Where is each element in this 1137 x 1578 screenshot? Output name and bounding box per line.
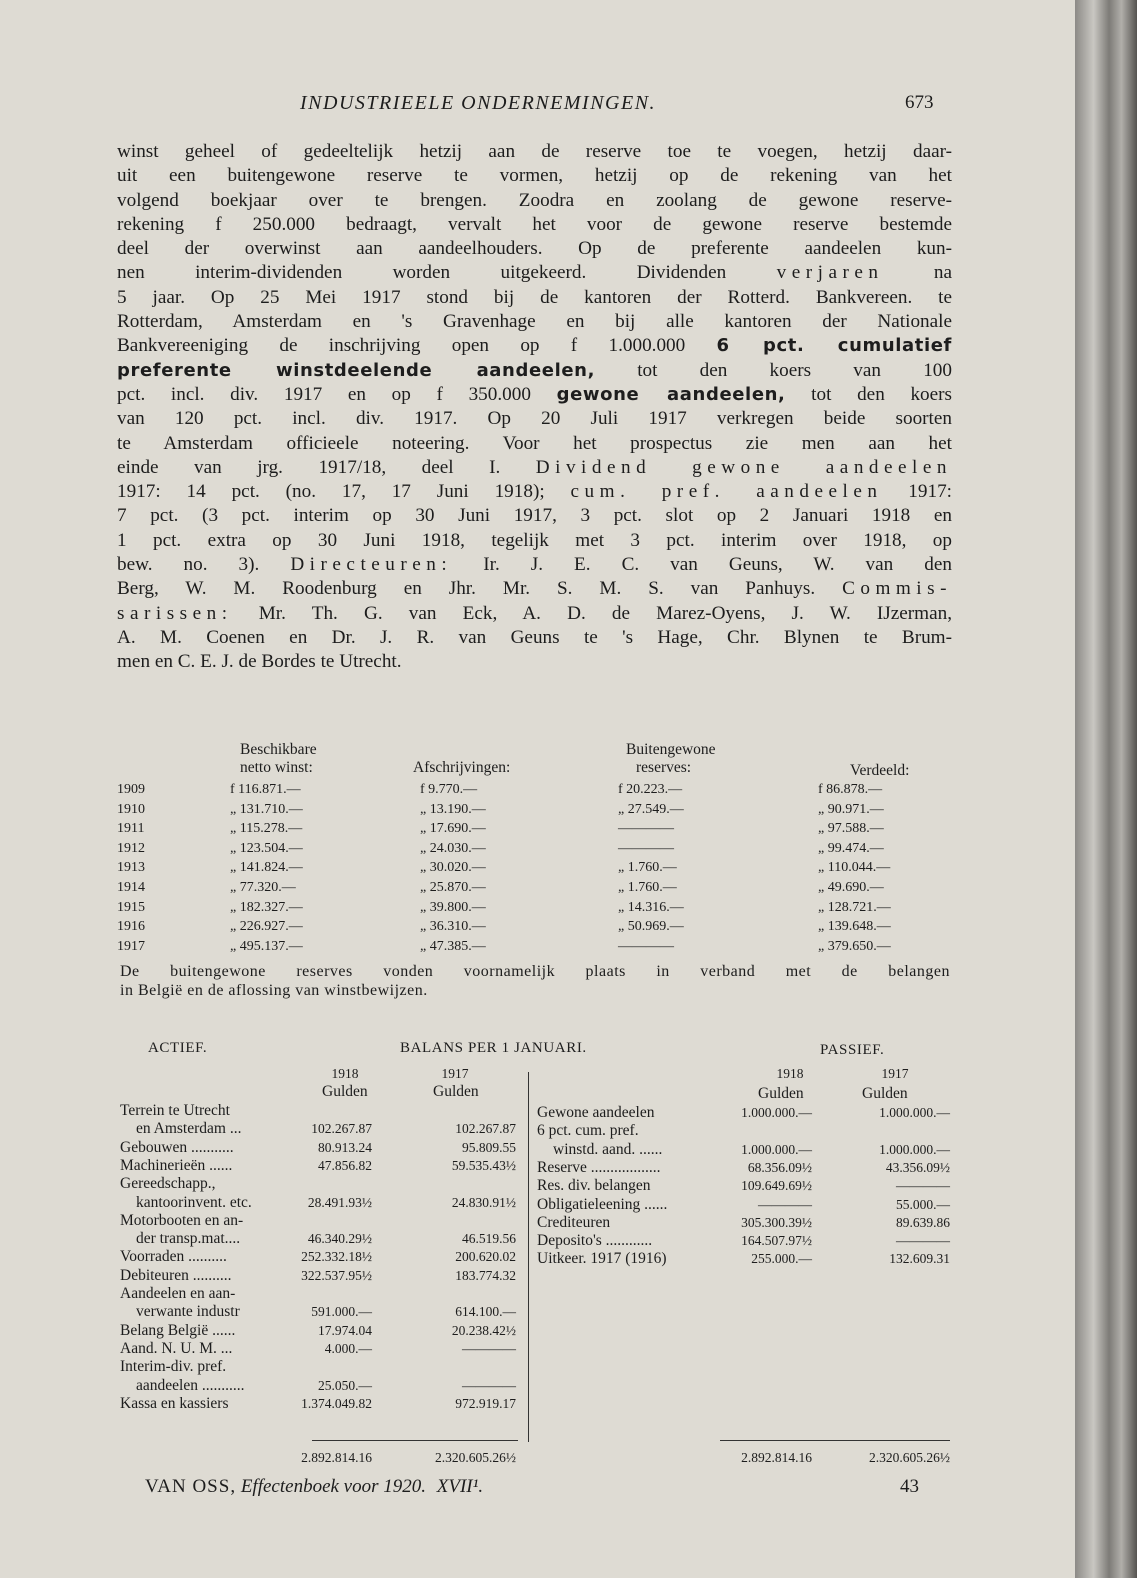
balance-value-1917: 1.000.000.—	[879, 1141, 950, 1157]
balance-value-1917: 24.830.91½	[451, 1194, 516, 1210]
balance-value-1918: 252.332.18½	[301, 1249, 372, 1265]
balance-value-1918: 109.649.69½	[741, 1178, 812, 1194]
dividend-cell-afschr: f 9.770.—	[420, 782, 478, 797]
text-run: men en C. E. J. de Bordes te Utrecht.	[117, 651, 402, 673]
footer-volume: XVII¹.	[436, 1476, 484, 1497]
balance-label-cont: winstd. aand. ......	[553, 1140, 663, 1158]
running-header	[0, 92, 1075, 122]
dividend-cell-afschr: „ 47.385.—	[420, 938, 486, 954]
dividend-cell-verdeeld: „ 99.474.—	[818, 840, 884, 856]
balance-value-1917: ————	[896, 1233, 950, 1249]
dividend-cell-year: 1915	[117, 899, 145, 915]
balance-label: Gewone aandeelen	[537, 1104, 655, 1121]
dividend-cell-verdeeld: „ 110.044.—	[818, 860, 891, 876]
paragraph-line	[117, 432, 952, 456]
dividend-cell-netto: „ 495.137.—	[230, 938, 303, 954]
dividend-cell-verdeeld: „ 97.588.—	[818, 821, 884, 837]
dividend-cell-netto: „ 123.504.—	[230, 840, 303, 856]
text-run: winst geheel of gedeeltelijk hetzij aan de reserve toe te voegen, hetzij daar-	[117, 141, 952, 162]
balance-value-1917: ————	[896, 1178, 950, 1194]
dividend-note	[120, 962, 950, 1000]
dividend-cell-netto: „ 141.824.—	[230, 860, 303, 876]
footer-publisher-name: VAN OSS,	[145, 1476, 237, 1497]
header-buitengewone-l2: reserves:	[636, 759, 692, 776]
paragraph-line	[117, 529, 952, 553]
total-passief-1917: 2.320.605.26½	[869, 1450, 950, 1465]
balance-label: Deposito's ............	[537, 1232, 653, 1250]
balance-label-cont: aandeelen ...........	[136, 1376, 245, 1394]
dividend-cell-year: 1910	[117, 801, 145, 817]
dividend-cell-reserves: „ 1.760.—	[618, 880, 677, 895]
header-afschrijvingen: Afschrijvingen:	[413, 759, 511, 776]
balance-value-1917: 200.620.02	[455, 1249, 516, 1265]
paragraph-line	[117, 650, 952, 674]
bold-phrase: preferente winstdeelende aandeelen,	[117, 359, 596, 381]
balance-label: Res. div. belangen	[537, 1177, 651, 1195]
unit-label: Gulden	[322, 1083, 368, 1100]
text-run: bew. no. 3).	[117, 554, 291, 576]
text-run: volgend boekjaar over te brengen. Zoodra en zoolang de gewone reserve-	[117, 189, 952, 211]
text-run: nen interim-dividenden worden uitgekeerd. Dividenden	[117, 262, 777, 284]
balance-label-cont: der transp.mat....	[136, 1230, 241, 1248]
dividend-cell-verdeeld: „ 49.690.—	[818, 880, 884, 895]
dividend-cell-verdeeld: f 86.878.—	[818, 782, 883, 797]
dividend-cell-year: 1913	[117, 860, 145, 876]
dividend-cell-netto: „ 182.327.—	[230, 899, 303, 915]
total-passief-1918: 2.892.814.16	[741, 1450, 812, 1465]
text-run: 7 pct. (3 pct. interim op 30 Juni 1917, 3 pct. slot op 2 Januari 1918 en	[117, 505, 952, 527]
dividend-cell-netto: „ 115.278.—	[230, 821, 303, 837]
year-1917: 1917	[881, 1066, 909, 1081]
header-verdeeld: Verdeeld:	[850, 762, 910, 779]
text-run: Ir. J. E. C. van Geuns, W. van den	[452, 554, 952, 576]
text-run: Berg, W. M. Roodenburg en Jhr. Mr. S. M. S. van Panhuys.	[117, 578, 843, 600]
column-divider	[528, 1072, 529, 1442]
balance-label: Terrein te Utrecht	[120, 1102, 230, 1119]
balance-label: Interim-div. pref.	[120, 1358, 227, 1376]
dividend-cell-reserves: „ 50.969.—	[618, 919, 684, 935]
balance-label: Belang België ......	[120, 1321, 236, 1339]
dividend-cell-reserves: ————	[618, 938, 674, 954]
text-run: Rotterdam, Amsterdam en 's Gravenhage en bij alle kantoren der Nationale	[117, 311, 952, 333]
text-run: uit een buitengewone reserve te vormen, hetzij op de rekening van het	[117, 165, 952, 187]
text-run: 1917:	[882, 481, 952, 503]
actief-heading: ACTIEF.	[148, 1040, 208, 1056]
balance-value-1917: 183.774.32	[455, 1267, 516, 1283]
balance-value-1918: 591.000.—	[311, 1304, 372, 1320]
paragraph-line	[117, 553, 952, 577]
paragraph-line	[117, 383, 952, 407]
paragraph-line	[117, 213, 952, 237]
dividend-cell-verdeeld: „ 139.648.—	[818, 919, 891, 935]
dividend-cell-netto: „ 77.320.—	[230, 880, 296, 895]
total-actief-1918: 2.892.814.16	[301, 1450, 372, 1465]
balance-value-1918: 28.491.93½	[307, 1194, 372, 1210]
year-1917: 1917	[441, 1066, 469, 1081]
text-run: na	[883, 262, 952, 284]
passief-heading: PASSIEF.	[820, 1042, 885, 1058]
spaced-phrase: sarissen:	[117, 602, 233, 624]
paragraph-line	[117, 140, 952, 164]
paragraph-line	[117, 456, 952, 480]
balance-value-1917: 55.000.—	[896, 1196, 950, 1212]
balance-value-1917: 43.356.09½	[885, 1159, 950, 1175]
text-run: te Amsterdam officieele noteering. Voor het prospectus zie men aan het	[117, 432, 952, 454]
paragraph-line	[117, 602, 952, 626]
balance-value-1917: 614.100.—	[455, 1304, 516, 1320]
balance-label: Gebouwen ...........	[120, 1138, 234, 1156]
book-spine	[1075, 0, 1137, 1578]
text-run: van 120 pct. incl. div. 1917. Op 20 Juli 1917 verkregen beide soorten	[117, 408, 952, 430]
balance-value-1918: 1.000.000.—	[741, 1141, 812, 1157]
balance-value-1918: 17.974.04	[318, 1322, 372, 1338]
balance-value-1918: 322.537.95½	[301, 1267, 372, 1283]
balance-value-1918: 255.000.—	[751, 1251, 812, 1267]
balance-label: Machinerieën ......	[120, 1156, 233, 1174]
dividend-cell-netto: „ 226.927.—	[230, 919, 303, 935]
spaced-phrase: cum. pref. aandeelen	[570, 481, 883, 503]
balance-value-1918: ————	[758, 1196, 812, 1212]
dividend-cell-year: 1912	[117, 840, 145, 856]
text-run: 5 jaar. Op 25 Mei 1917 stond bij de kantoren der Rotterd. Bankvereen. te	[117, 286, 952, 308]
dividend-cell-reserves: f 20.223.—	[618, 782, 683, 797]
footer-book-title: Effectenboek voor 1920.	[240, 1476, 427, 1497]
paragraph-line	[117, 577, 952, 601]
balance-value-1918: 68.356.09½	[747, 1159, 812, 1175]
paragraph-line	[117, 286, 952, 310]
balance-value-1918: 4.000.—	[324, 1340, 372, 1356]
paragraph-line	[117, 164, 952, 188]
year-1918: 1918	[331, 1066, 359, 1081]
dividend-cell-afschr: „ 39.800.—	[420, 899, 486, 915]
paragraph-line	[117, 189, 952, 213]
bold-phrase: gewone aandeelen,	[556, 383, 786, 405]
text-run: Mr. Th. G. van Eck, A. D. de Marez-Oyens, J. W. IJzerman,	[232, 602, 952, 624]
balance-label: Motorbooten en an-	[120, 1211, 244, 1229]
balance-label: Aandeelen en aan-	[120, 1285, 236, 1302]
balance-label: Crediteuren	[537, 1213, 611, 1231]
paragraph-line	[117, 237, 952, 261]
footer-sheet: 43	[900, 1476, 919, 1497]
paragraph-line	[117, 626, 952, 650]
dividend-cell-netto: „ 131.710.—	[230, 801, 303, 817]
dividend-cell-afschr: „ 13.190.—	[420, 801, 486, 817]
total-rule	[312, 1440, 518, 1441]
text-run: Bankvereeniging de inschrijving open op f 1.000.000	[117, 335, 717, 357]
unit-label: Gulden	[433, 1083, 479, 1100]
dividend-cell-reserves: „ 1.760.—	[618, 860, 677, 876]
spaced-phrase: Dividend gewone aandeelen	[535, 456, 952, 478]
balance-value-1917: 972.919.17	[455, 1395, 516, 1411]
header-title: INDUSTRIEELE ONDERNEMINGEN.	[300, 92, 657, 114]
balance-value-1918: 305.300.39½	[741, 1214, 812, 1230]
header-buitengewone-l1: Buitengewone	[626, 741, 716, 758]
balance-value-1917: ————	[462, 1377, 516, 1393]
unit-label: Gulden	[758, 1085, 804, 1102]
bold-phrase: 6 pct. cumulatief	[716, 335, 952, 357]
paragraph-line	[117, 359, 952, 383]
balance-value-1917: 1.000.000.—	[879, 1105, 950, 1120]
text-run: A. M. Coenen en Dr. J. R. van Geuns te 's Hage, Chr. Blynen te Brum-	[117, 626, 952, 648]
dividend-cell-verdeeld: „ 128.721.—	[818, 899, 891, 915]
balance-value-1917: 46.519.56	[462, 1231, 516, 1247]
balance-value-1917: 89.639.86	[896, 1214, 950, 1230]
balance-label: Gereedschapp.,	[120, 1175, 216, 1193]
dividend-cell-year: 1911	[117, 821, 145, 837]
dividend-cell-afschr: „ 17.690.—	[420, 821, 486, 837]
dividend-cell-netto: f 116.871.—	[230, 782, 301, 797]
dividend-cell-year: 1914	[117, 880, 145, 895]
balance-value-1918: 80.913.24	[318, 1139, 372, 1155]
dividend-cell-verdeeld: „ 90.971.—	[818, 801, 884, 817]
dividend-cell-reserves: ————	[618, 821, 674, 837]
paragraph-line	[117, 407, 952, 431]
paragraph-line	[117, 334, 952, 358]
spaced-phrase: verjaren	[776, 262, 884, 284]
dividend-cell-afschr: „ 36.310.—	[420, 919, 486, 935]
balance-label: Obligatieleening ......	[537, 1195, 668, 1213]
balance-label-cont: en Amsterdam ...	[136, 1120, 242, 1138]
balance-value-1918: 1.000.000.—	[741, 1105, 812, 1120]
spaced-phrase: Commis-	[842, 578, 952, 600]
balance-value-1917: 102.267.87	[455, 1121, 516, 1137]
balance-value-1918: 46.340.29½	[307, 1231, 372, 1247]
balance-value-1918: 102.267.87	[311, 1121, 372, 1137]
note-line: De buitengewone reserves vonden voornamelijk plaats in verband met de belangen	[120, 963, 950, 980]
dividend-cell-verdeeld: „ 379.650.—	[818, 938, 891, 954]
paragraph-line	[117, 261, 952, 285]
balance-value-1918: 47.856.82	[318, 1157, 372, 1173]
balance-value-1918: 1.374.049.82	[301, 1395, 372, 1411]
total-rule	[720, 1440, 950, 1441]
balance-label: Reserve ..................	[537, 1158, 661, 1176]
header-netto-l2: netto winst:	[240, 759, 313, 776]
balance-value-1917: 59.535.43½	[451, 1157, 516, 1173]
dividend-cell-year: 1916	[117, 919, 145, 935]
balance-label: Aand. N. U. M. ...	[120, 1339, 233, 1357]
text-run: einde van jrg. 1917/18, deel I.	[117, 456, 536, 478]
dividend-cell-reserves: „ 27.549.—	[618, 801, 684, 817]
body-paragraph	[117, 140, 952, 675]
dividend-cell-year: 1909	[117, 782, 145, 797]
dividend-cell-afschr: „ 30.020.—	[420, 860, 486, 876]
paragraph-line	[117, 504, 952, 528]
total-actief-1917: 2.320.605.26½	[435, 1450, 516, 1465]
balance-value-1917: ————	[462, 1340, 516, 1356]
note-line: in België en de aflossing van winstbewijzen.	[120, 982, 428, 999]
balance-value-1918: 164.507.97½	[741, 1233, 812, 1249]
paragraph-line	[117, 310, 952, 334]
balance-label: Voorraden ..........	[120, 1248, 227, 1266]
text-run: 1 pct. extra op 30 Juni 1918, tegelijk met 3 pct. interim over 1918, op	[117, 529, 952, 551]
page-number: 673	[905, 92, 934, 113]
balance-label: Debiteuren ..........	[120, 1266, 232, 1284]
balance-title: BALANS PER 1 JANUARI.	[400, 1040, 587, 1056]
balance-label: 6 pct. cum. pref.	[537, 1122, 639, 1140]
balance-label: Uitkeer. 1917 (1916)	[537, 1250, 667, 1268]
balance-label-cont: verwante industr	[136, 1303, 240, 1321]
header-buitengewone	[626, 741, 716, 777]
header-netto	[240, 741, 317, 777]
text-run: rekening f 250.000 bedraagt, vervalt het voor de gewone reserve bestemde	[117, 213, 952, 235]
footer-publisher	[145, 1476, 483, 1498]
balance-value-1917: 132.609.31	[889, 1251, 950, 1267]
paragraph-line	[117, 480, 952, 504]
header-netto-l1: Beschikbare	[240, 741, 317, 758]
dividend-cell-afschr: „ 24.030.—	[420, 840, 486, 856]
dividend-cell-reserves: „ 14.316.—	[618, 899, 684, 915]
dividend-cell-reserves: ————	[618, 840, 674, 856]
year-1918: 1918	[776, 1066, 804, 1081]
text-run: 1917: 14 pct. (no. 17, 17 Juni 1918);	[117, 481, 571, 503]
text-run: tot den koers	[785, 383, 953, 405]
unit-label: Gulden	[862, 1085, 908, 1102]
text-run: deel der overwinst aan aandeelhouders. Op de preferente aandeelen kun-	[117, 238, 952, 260]
balance-label: Kassa en kassiers	[120, 1394, 229, 1412]
text-run: tot den koers van 100	[595, 359, 952, 381]
balance-value-1918: 25.050.—	[318, 1377, 372, 1393]
dividend-cell-year: 1917	[117, 938, 145, 954]
text-run: pct. incl. div. 1917 en op f 350.000	[117, 383, 557, 405]
balance-value-1917: 20.238.42½	[451, 1322, 516, 1338]
spaced-phrase: Directeuren:	[290, 554, 453, 576]
dividend-cell-afschr: „ 25.870.—	[420, 880, 486, 895]
balance-value-1917: 95.809.55	[462, 1139, 516, 1155]
balance-label-cont: kantoorinvent. etc.	[136, 1193, 252, 1211]
